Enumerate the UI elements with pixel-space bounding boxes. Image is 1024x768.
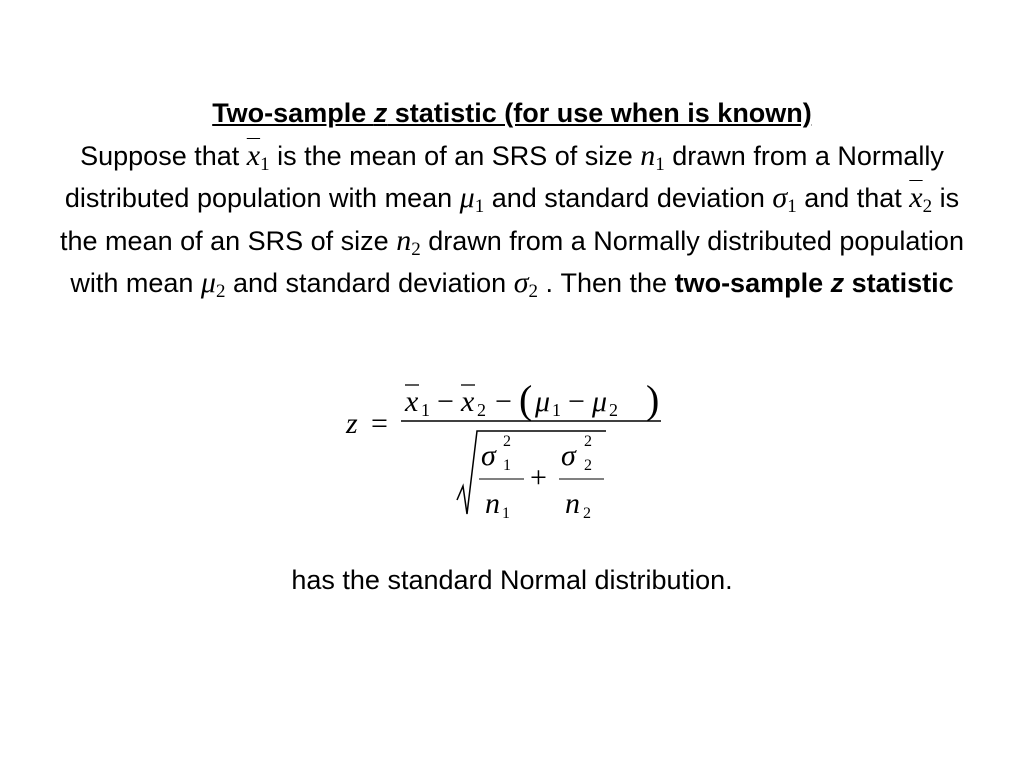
formula-sigma2-sub: 2 [584, 457, 592, 474]
formula-num-mu2-sub: 2 [609, 400, 618, 420]
formula-num-mu1: μ [535, 385, 551, 418]
formula-sigma1-sup: 2 [503, 433, 511, 450]
closing-text: has the standard Normal distribution. [291, 565, 733, 595]
slide-body [55, 92, 969, 305]
x-bar-1-symbol: $\overline{x}_1$ [246, 138, 270, 175]
formula-n1: n [485, 487, 500, 520]
x-bar-2-symbol: $\overline{x}_2$ [909, 181, 933, 217]
formula-num-x1-sub: 1 [421, 400, 430, 420]
slide-heading: Two-sample z statistic (for use when is known) [212, 98, 812, 128]
sigma-2-symbol: $\sigma_2$ [513, 266, 538, 302]
formula-equals: = [371, 407, 388, 440]
formula-num-minus-3: − [568, 385, 585, 418]
formula-plus: + [530, 461, 547, 494]
formula-num-lparen: ( [519, 377, 533, 422]
formula-num-rparen: ) [646, 377, 660, 422]
formula-sigma2-sup: 2 [584, 433, 592, 450]
formula-num-minus-1: − [437, 385, 454, 418]
formula-n1-sub: 1 [502, 505, 510, 522]
formula-n2: n [565, 487, 580, 520]
z-statistic-formula [0, 364, 1024, 534]
formula-sigma2: σ [561, 439, 576, 472]
formula-z: z [346, 407, 358, 440]
formula-sigma1: σ [481, 439, 496, 472]
formula-num-mu2: μ [592, 385, 608, 418]
formula-num-x1: x [405, 385, 419, 418]
sigma-1-symbol: $\sigma_1$ [772, 181, 797, 217]
formula-num-x2: x [461, 385, 475, 418]
mu-2-symbol: $\mu_2$ [200, 266, 226, 302]
n-2-symbol: $n_2$ [396, 223, 421, 260]
term-two-sample-z-statistic: two-sample z statistic [674, 268, 954, 298]
mu-1-symbol: $\mu_1$ [459, 181, 485, 217]
formula-num-mu1-sub: 1 [552, 400, 561, 420]
formula-num-minus-2: − [495, 385, 512, 418]
n-1-symbol: $n_1$ [640, 138, 665, 175]
formula-sigma1-sub: 1 [503, 457, 511, 474]
formula-n2-sub: 2 [583, 505, 591, 522]
formula-num-x2-sub: 2 [477, 400, 486, 420]
definition-paragraph: Suppose that $\overline{x}_1$ is the mean of an SRS of size $n_1$ drawn from a Normally distributed population with mean $\mu_1$ and standard deviation $\sigma_1$ and that $\overline{x}_2$ is the mean of an SRS of size $n_2$ drawn from a Normally distributed population with mean $\mu_2$ and standard deviation $\sigma_2$ . Then the two-sample z statistic [60, 138, 964, 302]
